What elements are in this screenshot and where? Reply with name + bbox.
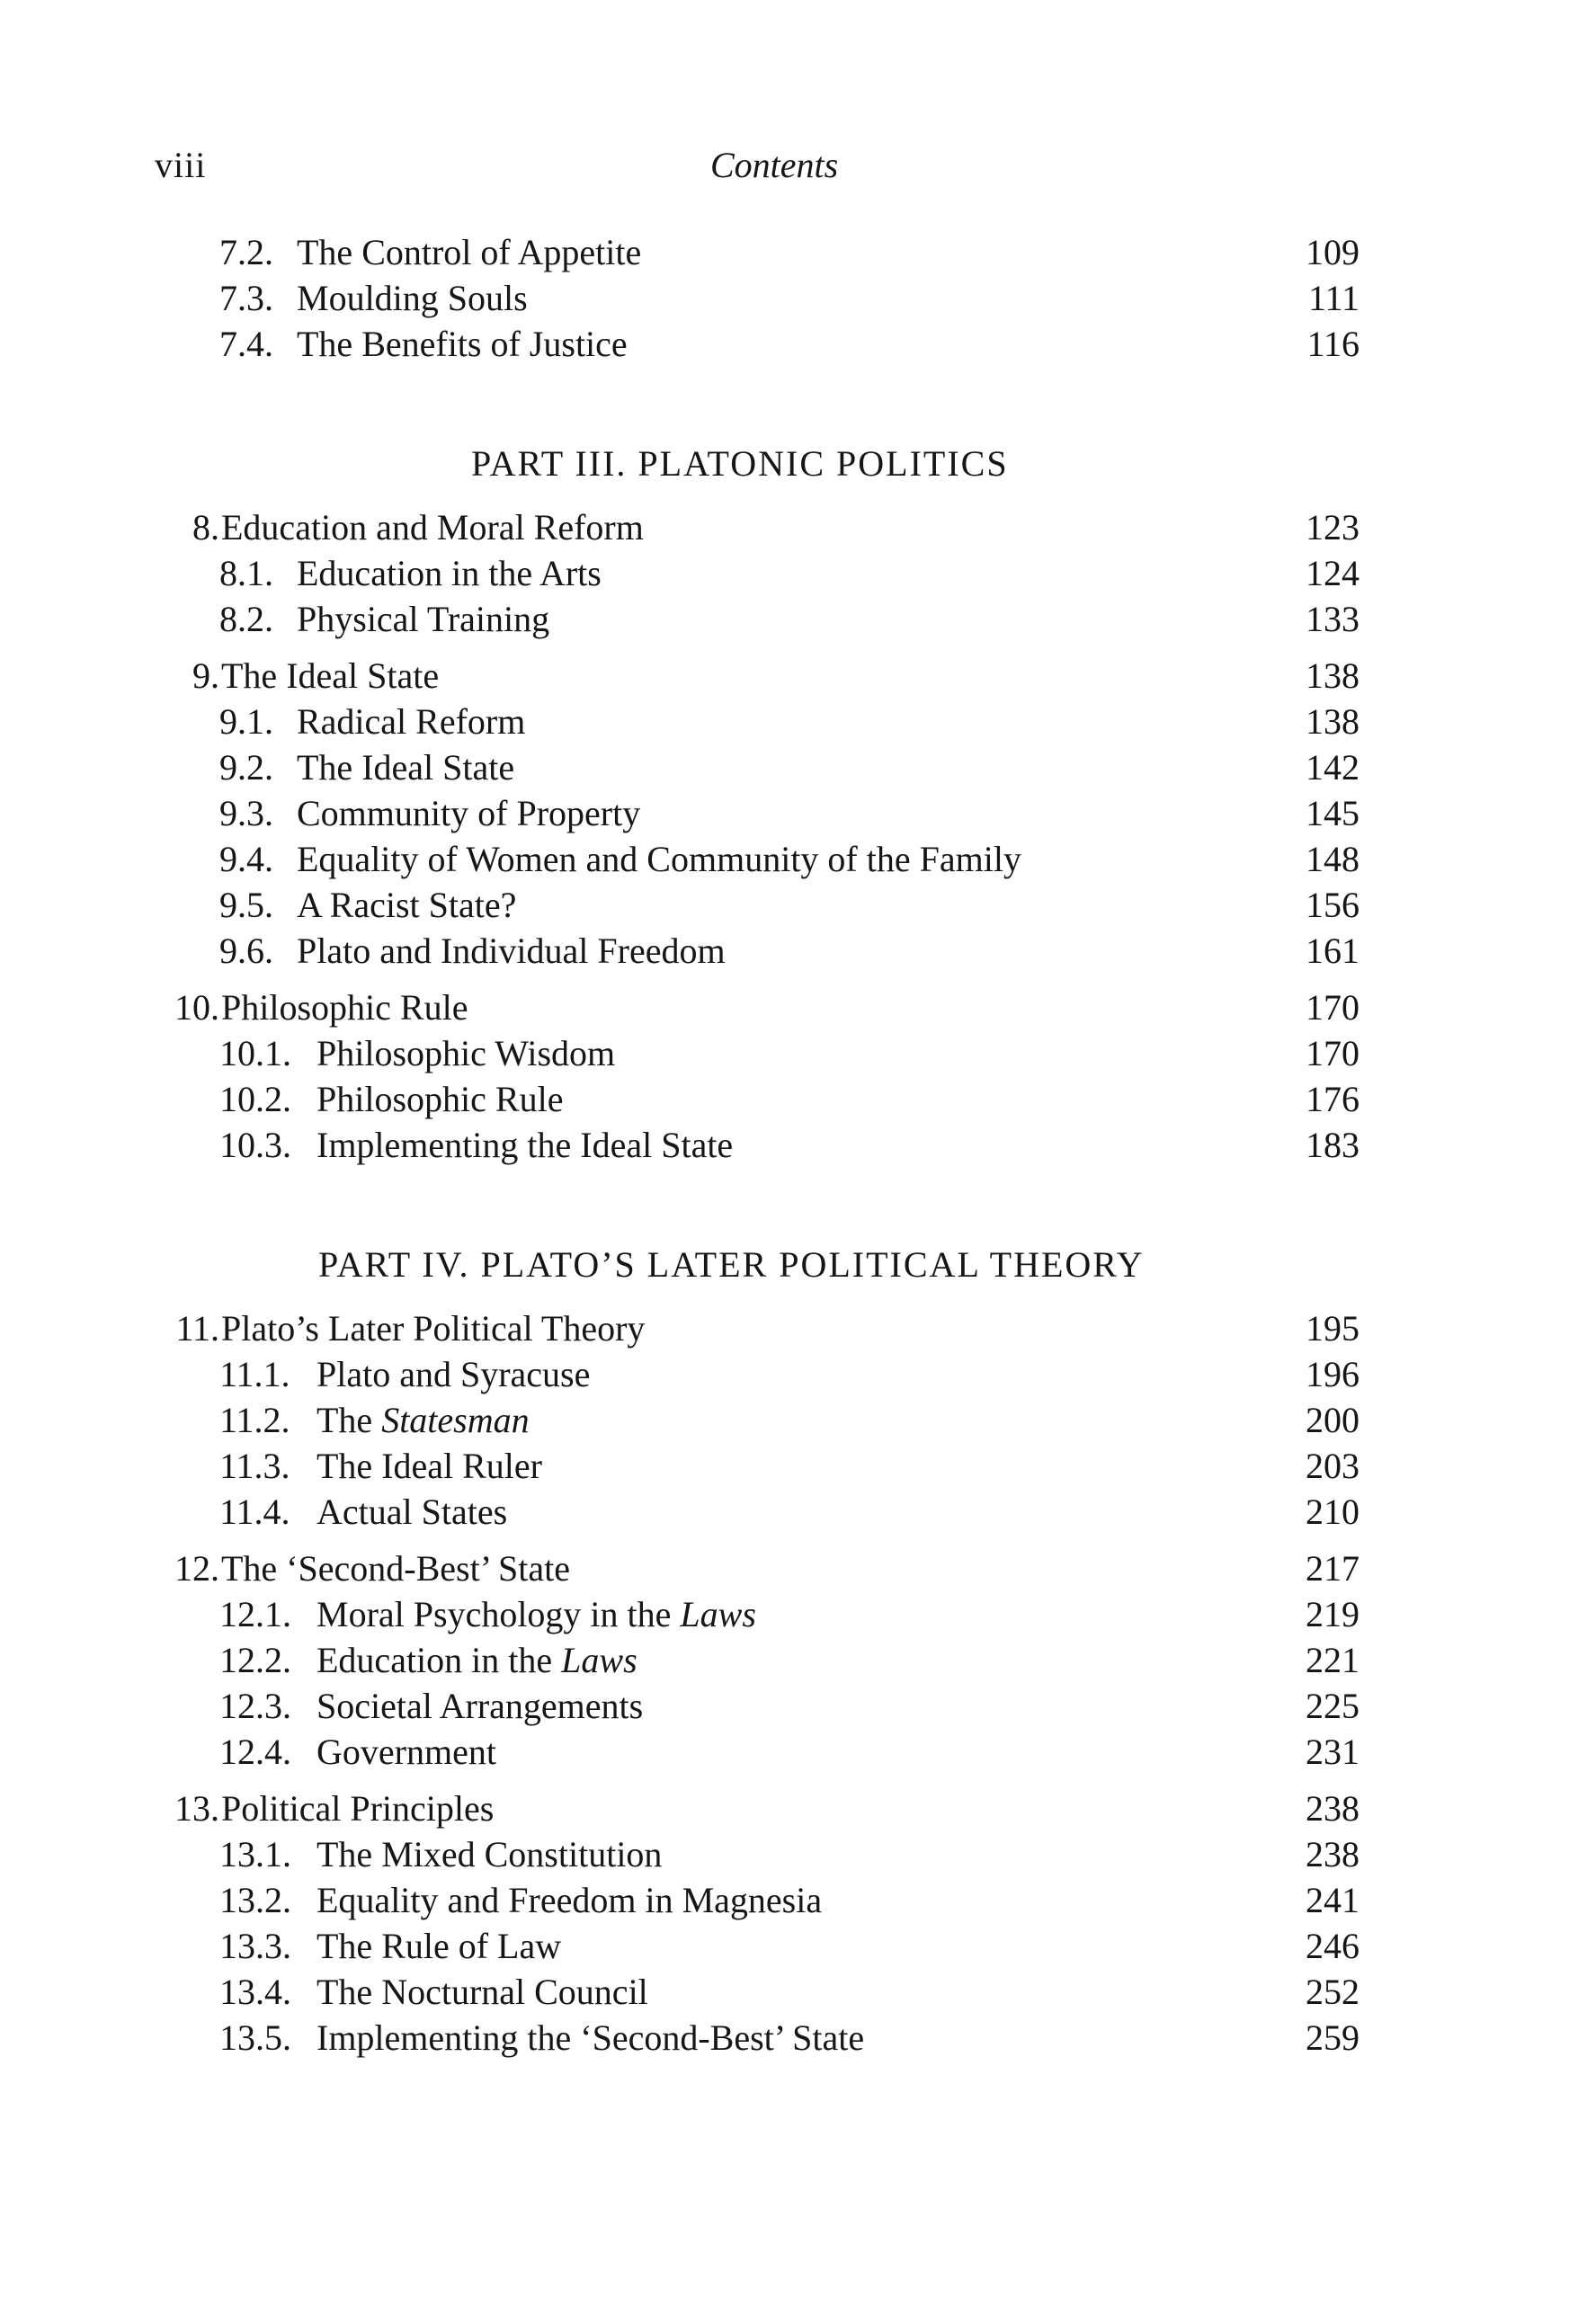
page-ref: 259 <box>1306 2017 1360 2058</box>
toc-section[interactable] <box>155 1969 1360 2015</box>
toc-section[interactable] <box>155 550 1360 596</box>
page-ref: 238 <box>1306 1834 1360 1874</box>
section-title: The Ideal Ruler <box>316 1446 542 1486</box>
section-number: 11.3. <box>219 1446 290 1486</box>
section-number: 9.6. <box>219 930 273 971</box>
page-ref: 241 <box>1306 1880 1360 1920</box>
section-number: 9.4. <box>219 839 273 879</box>
toc-section[interactable] <box>155 699 1360 744</box>
toc-section[interactable] <box>155 1591 1360 1637</box>
section-title: Implementing the ‘Second-Best’ State <box>316 2017 865 2058</box>
section-number: 8.2. <box>219 599 273 639</box>
section-title: A Racist State? <box>297 885 517 925</box>
section-title: Physical Training <box>297 599 550 639</box>
toc-section[interactable] <box>155 2015 1360 2061</box>
section-number: 7.4. <box>219 324 273 364</box>
section-number: 11.4. <box>219 1491 290 1532</box>
chapter-number: 9. <box>192 655 219 696</box>
toc-section[interactable] <box>155 744 1360 790</box>
section-title: Philosophic Wisdom <box>316 1033 616 1073</box>
chapter-title: Plato’s Later Political Theory <box>221 1308 646 1349</box>
section-title: Equality of Women and Community of the Family <box>297 839 1021 879</box>
section-title: Moulding Souls <box>297 278 528 318</box>
page-ref: 138 <box>1306 655 1360 696</box>
section-number: 12.4. <box>219 1732 291 1772</box>
section-number: 9.2. <box>219 747 273 788</box>
section-number: 13.3. <box>219 1926 291 1966</box>
section-title: Radical Reform <box>297 701 526 742</box>
section-title: The Control of Appetite <box>297 232 642 272</box>
section-number: 9.1. <box>219 701 273 742</box>
toc-section[interactable] <box>155 1443 1360 1489</box>
toc-section[interactable] <box>155 1351 1360 1397</box>
page-ref: 246 <box>1306 1926 1360 1966</box>
section-title: Societal Arrangements <box>316 1686 644 1726</box>
page-ref: 183 <box>1306 1125 1360 1165</box>
section-number: 9.3. <box>219 793 273 833</box>
section-number: 8.1. <box>219 553 273 593</box>
section-title: Moral Psychology in the Laws <box>316 1594 756 1634</box>
section-number: 10.1. <box>219 1033 291 1073</box>
page-ref: 238 <box>1306 1788 1360 1829</box>
section-title: Community of Property <box>297 793 641 833</box>
page-ref: 225 <box>1306 1686 1360 1726</box>
page-ref: 221 <box>1306 1640 1360 1680</box>
toc-section[interactable] <box>155 1831 1360 1877</box>
toc-section[interactable] <box>155 1637 1360 1683</box>
page-ref: 203 <box>1306 1446 1360 1486</box>
toc-section[interactable] <box>155 882 1360 928</box>
toc-chapter[interactable] <box>155 1545 1360 1591</box>
chapter-title: Political Principles <box>221 1788 495 1829</box>
part-heading: PART IV. PLATO’S LATER POLITICAL THEORY <box>318 1244 1145 1285</box>
part-heading: PART III. PLATONIC POLITICS <box>471 443 1009 484</box>
section-title: The Benefits of Justice <box>297 324 628 364</box>
chapter-title: Philosophic Rule <box>221 987 468 1028</box>
toc-section[interactable] <box>155 1397 1360 1443</box>
toc-section[interactable] <box>155 1683 1360 1729</box>
section-number: 13.5. <box>219 2017 291 2058</box>
section-title: The Nocturnal Council <box>316 1972 648 2012</box>
toc-section[interactable] <box>155 275 1360 321</box>
section-number: 12.2. <box>219 1640 291 1680</box>
toc-section[interactable] <box>155 1076 1360 1122</box>
page-ref: 170 <box>1306 987 1360 1028</box>
toc-section[interactable] <box>155 1923 1360 1969</box>
page-ref: 161 <box>1306 930 1360 971</box>
page-ref: 116 <box>1306 324 1360 364</box>
page-ref: 123 <box>1306 507 1360 548</box>
toc-section[interactable] <box>155 229 1360 275</box>
toc-chapter[interactable] <box>155 984 1360 1030</box>
section-number: 11.1. <box>219 1354 290 1394</box>
section-number: 13.2. <box>219 1880 291 1920</box>
section-title: The Ideal State <box>297 747 515 788</box>
toc-section[interactable] <box>155 1030 1360 1076</box>
toc-section[interactable] <box>155 790 1360 836</box>
chapter-number: 13. <box>174 1788 219 1829</box>
page-ref: 195 <box>1306 1308 1360 1349</box>
section-title: The Mixed Constitution <box>316 1834 663 1874</box>
chapter-number: 11. <box>175 1308 219 1349</box>
page-ref: 138 <box>1306 701 1360 742</box>
section-number: 10.3. <box>219 1125 291 1165</box>
chapter-number: 8. <box>192 507 219 548</box>
page-ref: 219 <box>1306 1594 1360 1634</box>
chapter-title: The Ideal State <box>221 655 440 696</box>
page-ref: 231 <box>1306 1732 1360 1772</box>
page-ref: 111 <box>1307 278 1360 318</box>
page-header <box>0 144 1578 198</box>
section-title: The Rule of Law <box>316 1926 562 1966</box>
page-ref: 217 <box>1306 1548 1360 1589</box>
section-number: 9.5. <box>219 885 273 925</box>
toc-section[interactable] <box>155 1877 1360 1923</box>
section-number: 7.3. <box>219 278 273 318</box>
section-title: Government <box>316 1732 496 1772</box>
page-ref: 210 <box>1306 1491 1360 1532</box>
page-ref: 200 <box>1306 1400 1360 1440</box>
page-ref: 109 <box>1306 232 1360 272</box>
chapter-title: Education and Moral Reform <box>221 507 644 548</box>
section-number: 7.2. <box>219 232 273 272</box>
section-number: 11.2. <box>219 1400 290 1440</box>
table-of-contents <box>155 229 1360 2061</box>
section-number: 12.1. <box>219 1594 291 1634</box>
section-title: Actual States <box>316 1491 508 1532</box>
page-ref: 196 <box>1306 1354 1360 1394</box>
toc-section[interactable] <box>155 321 1360 367</box>
section-number: 10.2. <box>219 1079 291 1119</box>
page-ref: 133 <box>1306 599 1360 639</box>
page-ref: 176 <box>1306 1079 1360 1119</box>
chapter-title: The ‘Second-Best’ State <box>221 1548 571 1589</box>
section-title: Implementing the Ideal State <box>316 1125 734 1165</box>
running-title: Contents <box>710 145 839 185</box>
section-title: Education in the Arts <box>297 553 602 593</box>
section-number: 12.3. <box>219 1686 291 1726</box>
chapter-number: 10. <box>174 987 219 1028</box>
page-ref: 170 <box>1306 1033 1360 1073</box>
section-number: 13.1. <box>219 1834 291 1874</box>
section-title: Equality and Freedom in Magnesia <box>316 1880 823 1920</box>
toc-section[interactable] <box>155 836 1360 882</box>
page-ref: 124 <box>1306 553 1360 593</box>
page-ref: 156 <box>1306 885 1360 925</box>
section-title: Plato and Syracuse <box>316 1354 591 1394</box>
toc-chapter[interactable] <box>155 504 1360 550</box>
section-title: Education in the Laws <box>316 1640 637 1680</box>
page-ref: 148 <box>1306 839 1360 879</box>
page-ref: 145 <box>1306 793 1360 833</box>
section-title: The Statesman <box>316 1400 530 1440</box>
toc-section[interactable] <box>155 1122 1360 1168</box>
section-title: Philosophic Rule <box>316 1079 564 1119</box>
page-ref: 142 <box>1306 747 1360 788</box>
toc-section[interactable] <box>155 928 1360 974</box>
toc-chapter[interactable] <box>155 1305 1360 1351</box>
toc-chapter[interactable] <box>155 653 1360 699</box>
section-title: Plato and Individual Freedom <box>297 930 726 971</box>
toc-section[interactable] <box>155 1489 1360 1535</box>
chapter-number: 12. <box>174 1548 219 1589</box>
toc-section[interactable] <box>155 596 1360 642</box>
page-ref: 252 <box>1306 1972 1360 2012</box>
toc-chapter[interactable] <box>155 1785 1360 1831</box>
section-number: 13.4. <box>219 1972 291 2012</box>
toc-section[interactable] <box>155 1729 1360 1775</box>
page-number-roman: viii <box>155 145 207 185</box>
